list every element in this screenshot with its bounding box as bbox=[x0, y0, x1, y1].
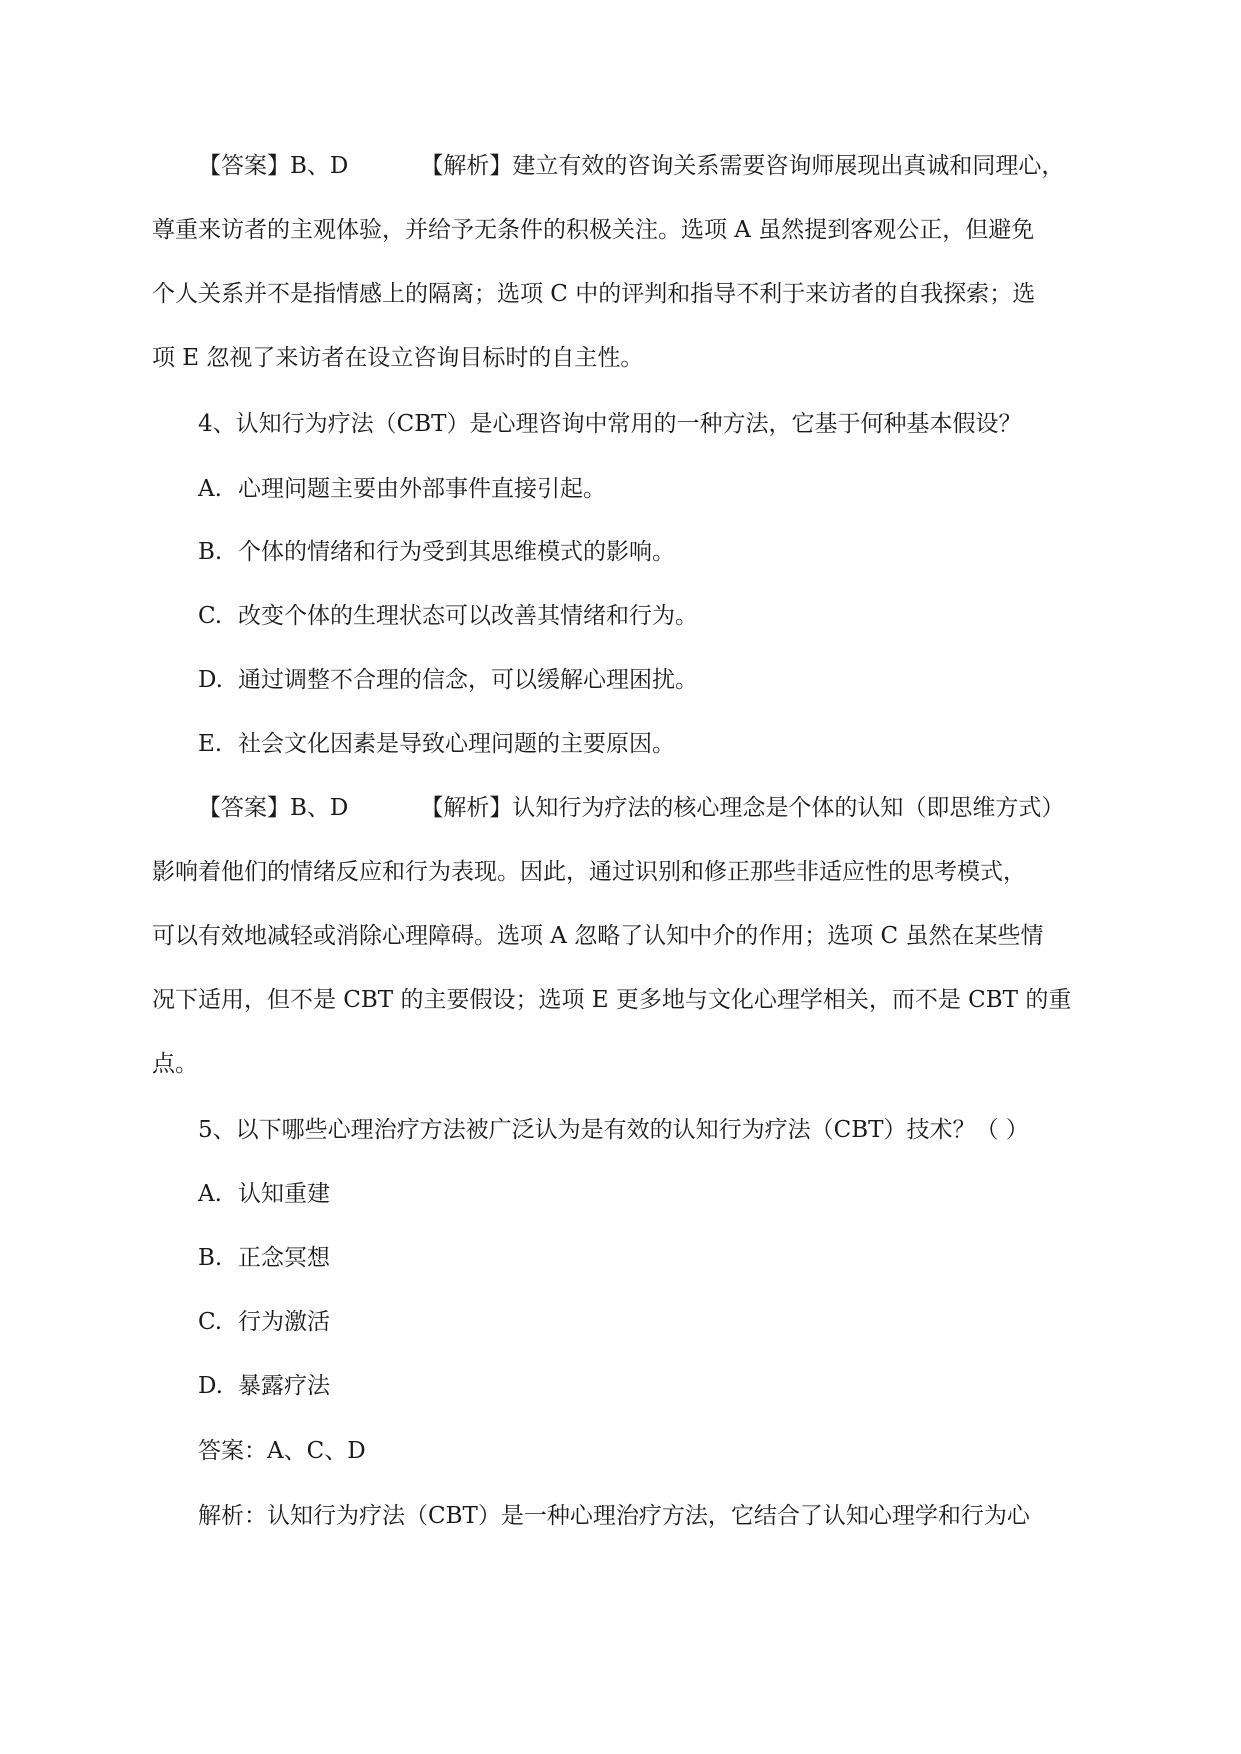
analysis-text-line-2: 尊重来访者的主观体验，并给予无条件的积极关注。选项 A 虽然提到客观公正，但避免 bbox=[152, 217, 1035, 243]
analysis-label: 【解析】 bbox=[420, 795, 513, 821]
question-5-option-c bbox=[198, 1290, 330, 1354]
answer-analysis-block-1 bbox=[198, 134, 1098, 198]
question-5-text: 5、以下哪些心理治疗方法被广泛认为是有效的认知行为疗法（CBT）技术？（ ） bbox=[198, 1117, 1029, 1143]
option-letter: A. bbox=[198, 1181, 222, 1207]
question-4-option-a bbox=[198, 457, 606, 521]
option-text: 个体的情绪和行为受到其思维模式的影响。 bbox=[238, 539, 675, 565]
question-4-text: 4、认知行为疗法（CBT）是心理咨询中常用的一种方法，它基于何种基本假设？ bbox=[198, 411, 1022, 437]
question-5-option-a bbox=[198, 1162, 330, 1226]
question-4-option-d bbox=[198, 648, 698, 712]
option-text: 暴露疗法 bbox=[238, 1373, 330, 1399]
answer-line bbox=[198, 134, 1098, 198]
question-5-option-b bbox=[198, 1226, 330, 1290]
option-text: 通过调整不合理的信念，可以缓解心理困扰。 bbox=[238, 667, 698, 693]
option-text: 心理问题主要由外部事件直接引起。 bbox=[238, 476, 606, 502]
question-4-option-b bbox=[198, 520, 675, 584]
option-text: 改变个体的生理状态可以改善其情绪和行为。 bbox=[238, 603, 698, 629]
option-letter: D. bbox=[198, 667, 223, 693]
answer-label: 【答案】B、D bbox=[198, 795, 349, 821]
option-letter: B. bbox=[198, 539, 223, 565]
option-letter: C. bbox=[198, 1309, 223, 1335]
analysis-text-line-3: 可以有效地减轻或消除心理障碍。选项 A 忽略了认知中介的作用；选项 C 虽然在某些情 bbox=[152, 923, 1044, 949]
analysis-label: 【解析】 bbox=[420, 153, 513, 179]
answer-analysis-block-2 bbox=[198, 776, 1098, 840]
analysis-text-line-2: 影响着他们的情绪反应和行为表现。因此，通过识别和修正那些非适应性的思考模式， bbox=[152, 859, 1026, 885]
option-text: 行为激活 bbox=[238, 1309, 330, 1335]
analysis-text-line-5: 点。 bbox=[152, 1051, 198, 1077]
analysis-text-line-4: 项 E 忽视了来访者在设立咨询目标时的自主性。 bbox=[152, 345, 644, 371]
analysis-text-line-1: 建立有效的咨询关系需要咨询师展现出真诚和同理心， bbox=[512, 153, 1065, 179]
option-text: 正念冥想 bbox=[238, 1245, 330, 1271]
question-4-option-e bbox=[198, 712, 675, 776]
answer-label: 【答案】B、D bbox=[198, 153, 349, 179]
analysis-text-line-4: 况下适用，但不是 CBT 的主要假设；选项 E 更多地与文化心理学相关，而不是 CBT 的重 bbox=[152, 987, 1072, 1013]
option-letter: E. bbox=[198, 731, 223, 757]
option-text: 社会文化因素是导致心理问题的主要原因。 bbox=[238, 731, 675, 757]
analysis-text-line-1: 认知行为疗法的核心理念是个体的认知（即思维方式） bbox=[512, 795, 1065, 821]
option-letter: C. bbox=[198, 603, 223, 629]
question-5-analysis: 解析：认知行为疗法（CBT）是一种心理治疗方法，它结合了认知心理学和行为心 bbox=[198, 1503, 1030, 1529]
question-5-option-d bbox=[198, 1354, 330, 1418]
option-text: 认知重建 bbox=[238, 1181, 330, 1207]
option-letter: B. bbox=[198, 1245, 223, 1271]
analysis-text-line-3: 个人关系并不是指情感上的隔离；选项 C 中的评判和指导不利于来访者的自我探索；选 bbox=[152, 281, 1036, 307]
question-4-option-c bbox=[198, 584, 698, 648]
option-letter: A. bbox=[198, 476, 222, 502]
question-5-answer: 答案：A、C、D bbox=[198, 1438, 366, 1464]
option-letter: D. bbox=[198, 1373, 223, 1399]
